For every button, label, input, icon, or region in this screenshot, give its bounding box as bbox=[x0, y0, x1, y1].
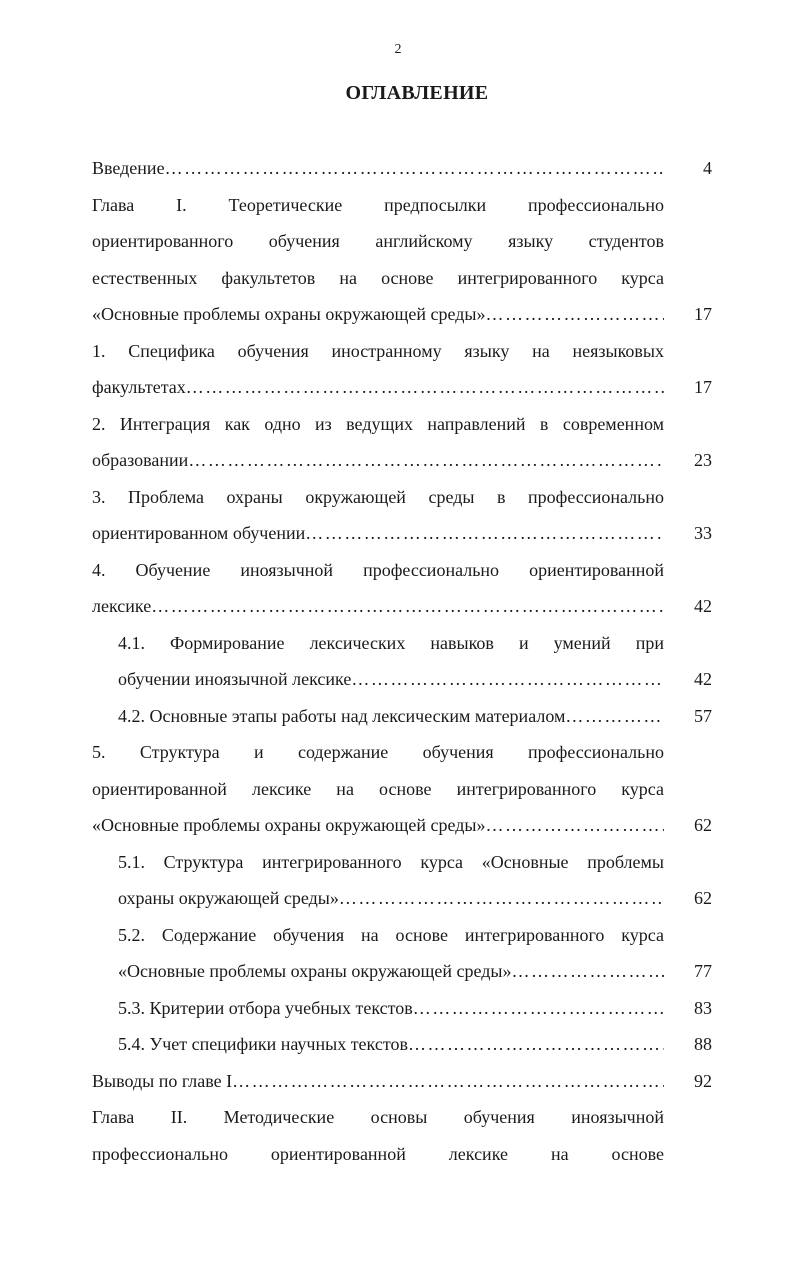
dot-leader bbox=[413, 990, 664, 1027]
toc-page-number: 88 bbox=[694, 1034, 712, 1054]
toc-entry-line: Глава II. Методические основы обучения иноязычной bbox=[92, 1107, 664, 1127]
toc-entry-line: ориентированной лексике на основе интегрированного курса bbox=[92, 778, 664, 799]
dot-leader bbox=[486, 296, 664, 333]
toc-entry-line: естественных факультетов на основе интегрированного курса bbox=[92, 267, 664, 288]
toc-entry-section-3[interactable] bbox=[92, 479, 712, 552]
toc-page-number: 23 bbox=[694, 450, 712, 470]
toc-entry-section-4-1[interactable] bbox=[118, 625, 712, 698]
toc-entry-section-2[interactable] bbox=[92, 406, 712, 479]
table-of-contents bbox=[92, 150, 712, 1172]
toc-entry-line: 4. Обучение иноязычной профессионально ориентированной bbox=[92, 559, 664, 580]
toc-entry-section-5-1[interactable] bbox=[118, 844, 712, 917]
toc-page-number: 4 bbox=[703, 158, 712, 178]
dot-leader bbox=[186, 369, 664, 406]
toc-entry-line: Глава I. Теоретические предпосылки профессионально bbox=[92, 194, 664, 215]
toc-entry-section-5[interactable] bbox=[92, 734, 712, 844]
toc-page-number: 62 bbox=[694, 815, 712, 835]
dot-leader bbox=[165, 150, 664, 187]
toc-entry-chapter-2[interactable] bbox=[92, 1099, 712, 1172]
toc-entry-line: обучении иноязычной лексике bbox=[118, 669, 352, 689]
dot-leader bbox=[151, 588, 664, 625]
toc-entry-line: 5. Структура и содержание обучения профессионально bbox=[92, 742, 664, 762]
toc-entry-line: образовании bbox=[92, 450, 189, 470]
toc-entry-line: 5.2. Содержание обучения на основе интегрированного курса bbox=[118, 924, 664, 945]
toc-entry-line: 2. Интеграция как одно из ведущих направлений в современном bbox=[92, 413, 664, 434]
toc-page-number: 42 bbox=[694, 669, 712, 689]
toc-entry-section-1[interactable] bbox=[92, 333, 712, 406]
toc-entry-section-4-2[interactable] bbox=[118, 698, 712, 735]
toc-page-number: 17 bbox=[694, 304, 712, 324]
toc-page-number: 57 bbox=[694, 705, 712, 726]
toc-entry-line: ориентированном обучении bbox=[92, 523, 306, 543]
toc-entry-line: «Основные проблемы охраны окружающей среды» bbox=[92, 815, 486, 835]
dot-leader bbox=[188, 442, 664, 479]
dot-leader bbox=[408, 1026, 664, 1063]
toc-page-number: 17 bbox=[694, 377, 712, 397]
dot-leader bbox=[339, 880, 664, 917]
dot-leader bbox=[232, 1063, 664, 1100]
dot-leader bbox=[512, 953, 664, 990]
toc-entry-chapter-1[interactable] bbox=[92, 187, 712, 333]
page-title: ОГЛАВЛЕНИЕ bbox=[345, 82, 489, 104]
toc-page-number: 33 bbox=[694, 523, 712, 543]
toc-entry-line: лексике bbox=[92, 596, 152, 616]
toc-entry-line: 3. Проблема охраны окружающей среды в профессионально bbox=[92, 486, 664, 507]
toc-entry-line: охраны окружающей среды» bbox=[118, 888, 339, 908]
toc-entry-line: 4.2. Основные этапы работы над лексическим материалом bbox=[118, 705, 566, 726]
toc-entry-line: ориентированного обучения английскому языку студентов bbox=[92, 231, 664, 251]
dot-leader bbox=[486, 807, 664, 844]
toc-entry-line: 5.1. Структура интегрированного курса «Основные проблемы bbox=[118, 851, 664, 872]
toc-entry-line: 5.3. Критерии отбора учебных текстов bbox=[118, 997, 413, 1018]
toc-entry-line: факультетах bbox=[92, 377, 186, 397]
toc-entry-line: Выводы по главе I bbox=[92, 1070, 233, 1091]
dot-leader bbox=[351, 661, 664, 698]
toc-page-number: 92 bbox=[694, 1070, 712, 1091]
toc-entry-section-5-3[interactable] bbox=[118, 990, 712, 1027]
toc-entry-line: Введение bbox=[92, 158, 165, 178]
toc-entry-line: «Основные проблемы охраны окружающей среды» bbox=[118, 961, 512, 981]
toc-entry-line: 5.4. Учет специфики научных текстов bbox=[118, 1034, 408, 1054]
toc-entry-section-4[interactable] bbox=[92, 552, 712, 625]
toc-entry-line: профессионально ориентированной лексике на основе bbox=[92, 1143, 664, 1164]
toc-entry-conclusions-1[interactable] bbox=[92, 1063, 712, 1100]
toc-entry-line: «Основные проблемы охраны окружающей среды» bbox=[92, 304, 486, 324]
toc-page-number: 62 bbox=[694, 888, 712, 908]
dot-leader bbox=[305, 515, 664, 552]
toc-entry-introduction[interactable] bbox=[92, 150, 712, 187]
toc-entry-line: 1. Специфика обучения иностранному языку на неязыковых bbox=[92, 340, 664, 361]
toc-page-number: 83 bbox=[694, 997, 712, 1018]
toc-entry-section-5-4[interactable] bbox=[118, 1026, 712, 1063]
toc-entry-line: 4.1. Формирование лексических навыков и умений при bbox=[118, 632, 664, 653]
toc-page-number: 77 bbox=[694, 961, 712, 981]
page-number: 2 bbox=[394, 42, 402, 57]
dot-leader bbox=[565, 698, 664, 735]
toc-page-number: 42 bbox=[694, 596, 712, 616]
toc-entry-section-5-2[interactable] bbox=[118, 917, 712, 990]
